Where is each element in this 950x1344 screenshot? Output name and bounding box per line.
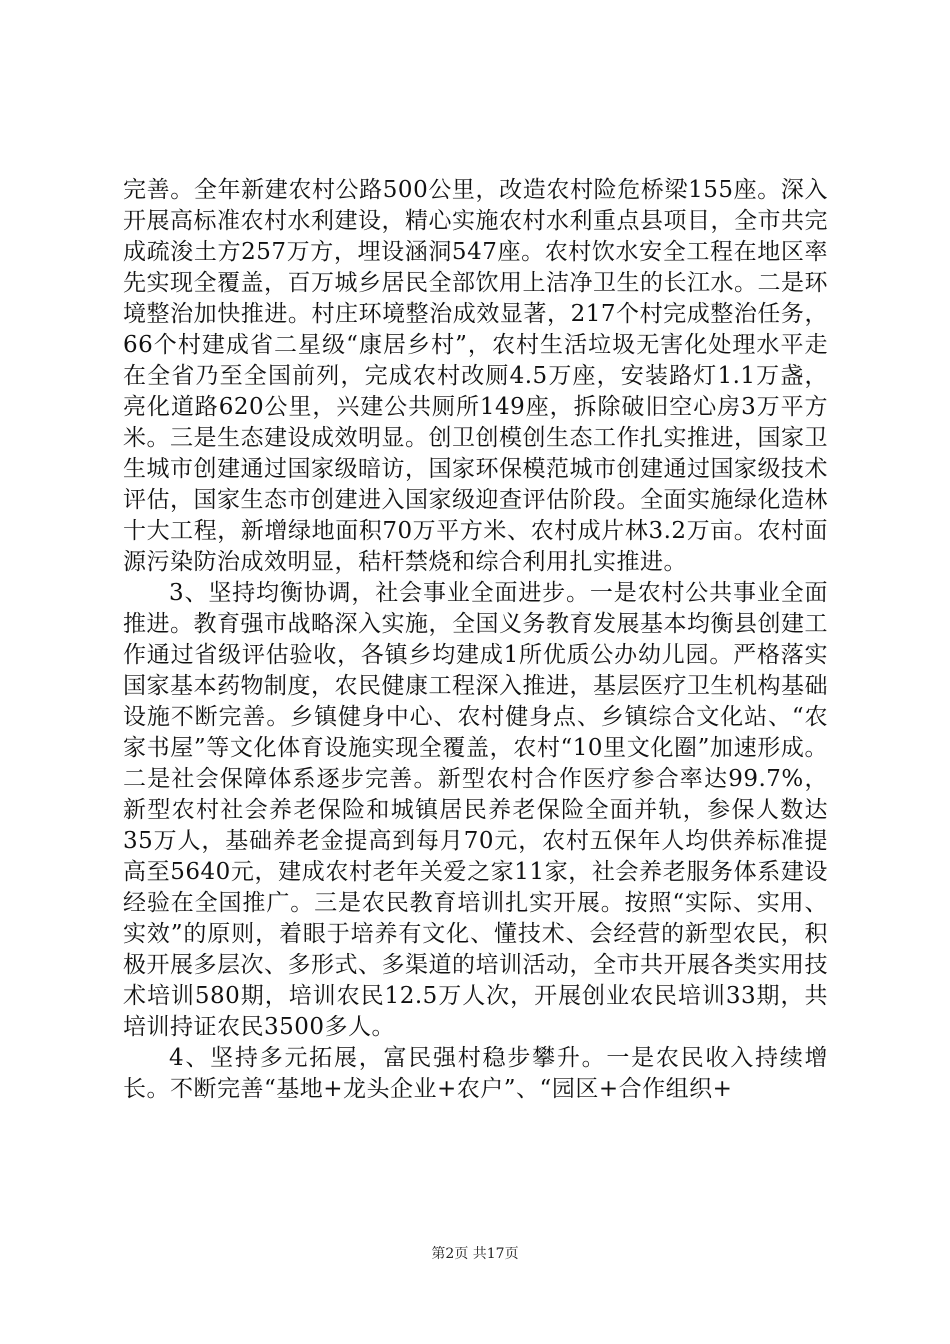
- paragraph-1: 完善。全年新建农村公路500公里，改造农村险危桥梁155座。深入开展高标准农村水利建设，精心实施农村水利重点县项目，全市共完成疏浚土方257万方，埋设涵洞547座。农村饮水安全工程在地区率先实现全覆盖，百万城乡居民全部饮用上洁净卫生的长江水。二是环境整治加快推进。村庄环境整治成效显著，217个村完成整治任务，66个村建成省二星级“康居乡村”，农村生活垃圾无害化处理水平走在全省乃至全国前列，完成农村改厕4.5万座，安装路灯1.1万盏，亮化道路620公里，兴建公共厕所149座，拆除破旧空心房3万平方米。三是生态建设成效明显。创卫创模创生态工作扎实推进，国家卫生城市创建通过国家级暗访，国家环保模范城市创建通过国家级技术评估，国家生态市创建进入国家级迎查评估阶段。全面实施绿化造林十大工程，新增绿地面积70万平方米、农村成片林3.2万亩。农村面源污染防治成效明显，秸杆禁烧和综合利用扎实推进。: [123, 177, 828, 575]
- document-body: [123, 175, 828, 1105]
- paragraph-2: 3、坚持均衡协调，社会事业全面进步。一是农村公共事业全面推进。教育强市战略深入实施，全国义务教育发展基本均衡县创建工作通过省级评估验收，各镇乡均建成1所优质公办幼儿园。严格落实国家基本药物制度，农民健康工程深入推进，基层医疗卫生机构基础设施不断完善。乡镇健身中心、农村健身点、乡镇综合文化站、“农家书屋”等文化体育设施实现全覆盖，农村“10里文化圈”加速形成。二是社会保障体系逐步完善。新型农村合作医疗参合率达99.7%，新型农村社会养老保险和城镇居民养老保险全面并轨，参保人数达35万人，基础养老金提高到每月70元，农村五保年人均供养标准提高至5640元，建成农村老年关爱之家11家，社会养老服务体系建设经验在全国推广。三是农民教育培训扎实开展。按照“实际、实用、实效”的原则，着眼于培养有文化、懂技术、会经营的新型农民，积极开展多层次、多形式、多渠道的培训活动，全市共开展各类实用技术培训580期，培训农民12.5万人次，开展创业农民培训33期，共培训持证农民3500多人。: [123, 580, 828, 1040]
- page-number-footer: 第2页 共17页: [431, 1246, 519, 1262]
- paragraph-3: 4、坚持多元拓展，富民强村稳步攀升。一是农民收入持续增长。不断完善“基地+龙头企业+农户”、“园区+合作组织+: [123, 1045, 828, 1102]
